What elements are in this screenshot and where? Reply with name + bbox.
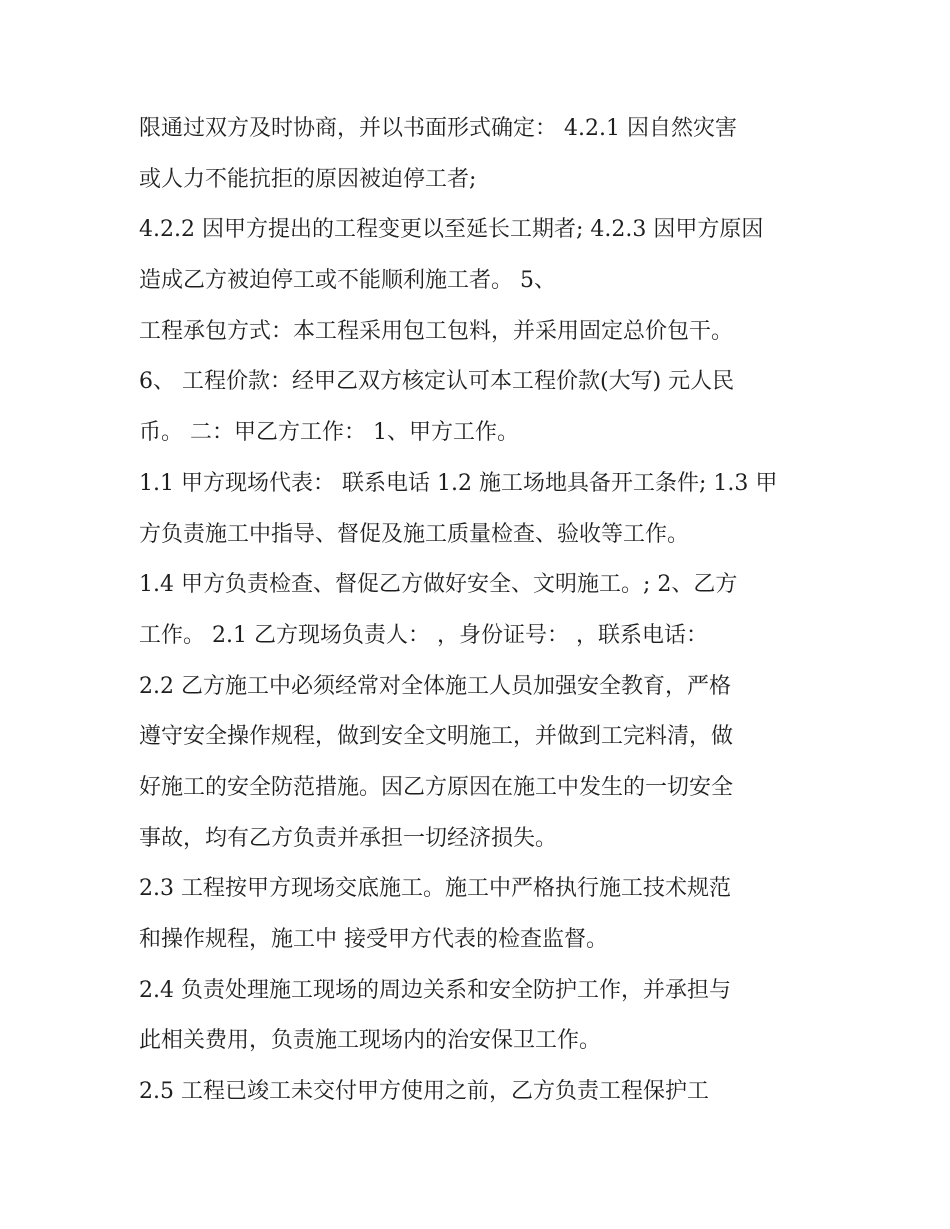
contract-text [139, 104, 829, 1118]
text-line: 6、 工程价款：经甲乙双方核定认可本工程价款(大写) 元人民 [139, 369, 735, 395]
text-line: 2.5 工程已竣工未交付甲方使用之前，乙方负责工程保护工 [139, 1079, 709, 1105]
text-line: 和操作规程，施工中 接受甲方代表的检查监督。 [139, 927, 608, 952]
text-line: 工程承包方式：本工程采用包工包料，并采用固定总价包干。 [139, 318, 734, 344]
text-line: 2.4 负责处理施工现场的周边关系和安全防护工作，并承担与 [139, 977, 731, 1003]
text-line: 或人力不能抗拒的原因被迫停工者; [139, 166, 477, 192]
text-line: 好施工的安全防范措施。因乙方原因在施工中发生的一切安全 [139, 774, 734, 800]
text-line: 2.3 工程按甲方现场交底施工。施工中严格执行施工技术规范 [139, 876, 731, 902]
text-line: 造成乙方被迫停工或不能顺利施工者。 5、 [139, 268, 556, 294]
text-line: 此相关费用，负责施工现场内的治安保卫工作。 [139, 1028, 602, 1054]
text-line: 4.2.2 因甲方提出的工程变更以至延长工期者; 4.2.3 因甲方原因 [139, 217, 764, 243]
text-line: 1.1 甲方现场代表： 联系电话 1.2 施工场地具备开工条件; 1.3 甲 [139, 470, 778, 496]
text-line: 事故，均有乙方负责并承担一切经济损失。 [139, 825, 558, 851]
text-line: 2.2 乙方施工中必须经常对全体施工人员加强安全教育，严格 [139, 673, 731, 699]
text-line: 限通过双方及时协商，并以书面形式确定： 4.2.1 因自然灾害 [139, 116, 737, 141]
text-line: 1.4 甲方负责检查、督促乙方做好安全、文明施工。; 2、乙方 [139, 572, 738, 598]
text-line: 币。 二：甲乙方工作： 1、甲方工作。 [139, 420, 519, 446]
text-line: 方负责施工中指导、督促及施工质量检查、验收等工作。 [139, 521, 690, 547]
text-line: 工作。 2.1 乙方现场负责人： ，身份证号： ，联系电话： [139, 622, 708, 648]
text-line: 遵守安全操作规程，做到安全文明施工，并做到工完料清，做 [139, 724, 734, 750]
